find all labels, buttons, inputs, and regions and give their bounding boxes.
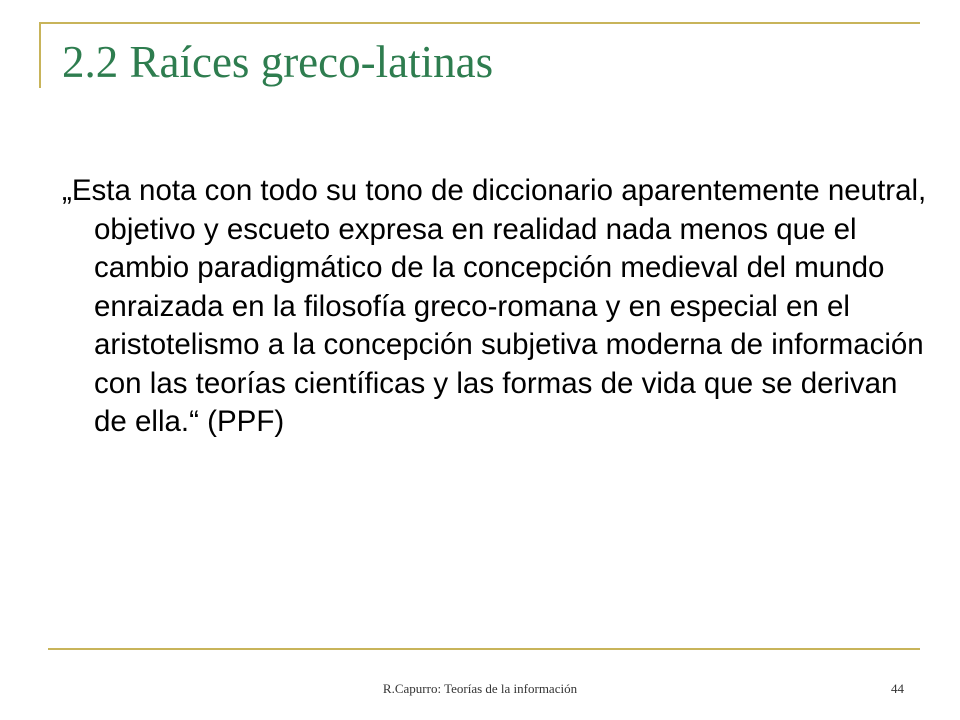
quote-paragraph: „Esta nota con todo su tono de diccionario aparentemente neutral, objetivo y escueto expresa en realidad nada menos que el cambio paradigmático de la concepción medieval del mundo enraizada en la filosofía greco-romana y en especial en el aristotelismo a la concepción subjetiva moderna de información con las teorías científicas y las formas de vida que se derivan de ella.“ (PPF): [62, 174, 927, 438]
left-accent-line: [39, 22, 41, 88]
footer-author-title: R.Capurro: Teorías de la información: [382, 681, 578, 696]
top-divider-line: [40, 22, 920, 24]
slide-title: 2.2 Raíces greco-latinas: [62, 37, 494, 87]
bottom-divider-line: [48, 648, 920, 650]
page-number: 44: [891, 681, 904, 696]
